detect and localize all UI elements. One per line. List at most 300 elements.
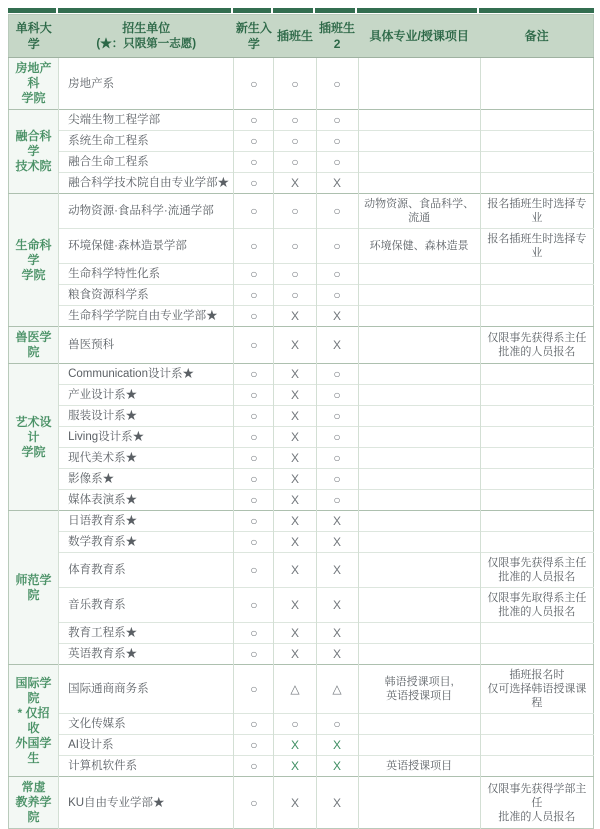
note-cell [480, 427, 593, 448]
triangle-icon: △ [290, 682, 300, 696]
unit-cell [59, 264, 234, 285]
cross-icon: X [290, 514, 299, 528]
mark-cell [234, 173, 274, 194]
unit-name: Communication设计系★ [68, 368, 194, 380]
note-line: 仅限事先获得学部主任 [487, 782, 587, 809]
mark-cell [316, 756, 358, 777]
unit-name: 兽医预科 [68, 339, 115, 351]
mark-cell [234, 285, 274, 306]
note-cell [480, 229, 593, 264]
college-cell [9, 777, 59, 829]
column-header-label: 备注 [524, 29, 549, 43]
program-cell [358, 714, 480, 735]
mark-cell [316, 327, 358, 364]
note-cell [480, 327, 593, 364]
cross-icon: X [290, 598, 299, 612]
table-row [9, 588, 594, 623]
mark-cell [234, 110, 274, 131]
circle-icon: ○ [291, 717, 299, 731]
table-row [9, 264, 594, 285]
college-name-line: 兽医学院 [15, 330, 52, 359]
note-cell [480, 735, 593, 756]
college-name-line: 学院 [21, 267, 46, 282]
column-header-program [358, 15, 480, 58]
mark-cell [234, 777, 274, 829]
circle-icon: ○ [250, 472, 258, 486]
mark-cell [316, 469, 358, 490]
circle-icon: ○ [291, 134, 299, 148]
mark-cell [234, 714, 274, 735]
unit-name: KU自由专业学部★ [68, 796, 165, 809]
table-row [9, 229, 594, 264]
circle-icon: ○ [333, 367, 341, 381]
unit-cell [59, 553, 234, 588]
mark-cell [316, 110, 358, 131]
mark-cell [316, 511, 358, 532]
mark-cell [274, 644, 316, 665]
table-row [9, 406, 594, 427]
note-line: 仅限事先取得系主任 [487, 592, 587, 604]
mark-cell [274, 714, 316, 735]
note-cell [480, 511, 593, 532]
cross-icon: X [290, 309, 299, 323]
cross-icon: X [333, 738, 342, 752]
table-header [9, 15, 594, 58]
unit-cell [59, 623, 234, 644]
college-cell [9, 58, 59, 110]
column-header-transfer2 [316, 15, 358, 58]
program-cell [358, 194, 480, 229]
triangle-icon: △ [332, 682, 342, 696]
program-cell [358, 152, 480, 173]
college-cell [9, 665, 59, 777]
circle-icon: ○ [333, 472, 341, 486]
mark-cell [274, 58, 316, 110]
note-cell [480, 173, 593, 194]
column-header-label: 新生入学 [235, 21, 272, 51]
unit-cell [59, 532, 234, 553]
mark-cell [316, 385, 358, 406]
program-cell [358, 777, 480, 829]
program-cell [358, 306, 480, 327]
cross-icon: X [290, 451, 299, 465]
mark-cell [316, 623, 358, 644]
column-header-subnote: (★：只限第一志愿) [96, 38, 197, 50]
table-row [9, 110, 594, 131]
unit-name: 日语教育系★ [68, 515, 138, 527]
table-row [9, 364, 594, 385]
circle-icon: ○ [250, 647, 258, 661]
mark-cell [234, 469, 274, 490]
unit-name: 生命科学学院自由专业学部★ [68, 310, 218, 322]
table-row [9, 385, 594, 406]
unit-name: 体育教育系 [68, 564, 126, 576]
note-line: 仅可选择韩语授课课程 [487, 683, 587, 709]
circle-icon: ○ [250, 795, 258, 810]
mark-cell [234, 58, 274, 110]
unit-cell [59, 327, 234, 364]
mark-cell [274, 327, 316, 364]
cross-icon: X [333, 338, 342, 352]
program-cell [358, 532, 480, 553]
circle-icon: ○ [250, 239, 258, 253]
cross-icon: X [290, 795, 299, 810]
mark-cell [234, 644, 274, 665]
unit-cell [59, 469, 234, 490]
cross-icon: X [333, 563, 342, 577]
column-header-label: 单科大学 [15, 21, 52, 51]
circle-icon: ○ [250, 738, 258, 752]
circle-icon: ○ [250, 514, 258, 528]
college-name-line: 融合科学 [15, 129, 52, 158]
unit-cell [59, 110, 234, 131]
program-cell [358, 588, 480, 623]
note-cell [480, 406, 593, 427]
unit-name: 数学教育系★ [68, 536, 138, 548]
note-cell [480, 306, 593, 327]
unit-name: 媒体表演系★ [68, 494, 138, 506]
circle-icon: ○ [250, 113, 258, 127]
note-cell [480, 644, 593, 665]
cross-icon: X [290, 367, 299, 381]
note-cell [480, 110, 593, 131]
mark-cell [274, 588, 316, 623]
program-line: 动物资源、食品科学、 [364, 198, 475, 210]
circle-icon: ○ [291, 267, 299, 281]
unit-name: 计算机软件系 [68, 760, 138, 772]
circle-icon: ○ [333, 717, 341, 731]
note-line: 批准的人员报名 [498, 346, 576, 358]
program-cell [358, 553, 480, 588]
college-name-line: 学院 [21, 444, 46, 459]
program-cell [358, 735, 480, 756]
note-cell [480, 448, 593, 469]
circle-icon: ○ [250, 626, 258, 640]
unit-name: 国际通商商务系 [68, 683, 149, 695]
mark-cell [234, 364, 274, 385]
mark-cell [316, 427, 358, 448]
mark-cell [234, 152, 274, 173]
unit-cell [59, 364, 234, 385]
mark-cell [274, 756, 316, 777]
college-cell [9, 194, 59, 327]
mark-cell [316, 777, 358, 829]
mark-cell [234, 385, 274, 406]
mark-cell [234, 735, 274, 756]
unit-name: 融合科学技术院自由专业学部★ [68, 177, 230, 189]
note-cell [480, 469, 593, 490]
note-cell [480, 285, 593, 306]
table-row [9, 511, 594, 532]
program-cell [358, 644, 480, 665]
mark-cell [234, 553, 274, 588]
unit-cell [59, 229, 234, 264]
accent-segment [357, 8, 479, 13]
cross-icon: X [333, 759, 342, 773]
cross-icon: X [290, 430, 299, 444]
cross-icon: X [333, 309, 342, 323]
cross-icon: X [290, 626, 299, 640]
unit-cell [59, 285, 234, 306]
note-line: 插班报名时 [509, 669, 565, 681]
cross-icon: X [290, 563, 299, 577]
note-cell [480, 152, 593, 173]
cross-icon: X [333, 514, 342, 528]
cross-icon: X [333, 176, 342, 190]
cross-icon: X [290, 759, 299, 773]
cross-icon: X [290, 338, 299, 352]
cross-icon: X [333, 795, 342, 810]
program-cell [358, 264, 480, 285]
unit-name: 环境保健·森林造景学部 [68, 240, 187, 252]
college-name-line: 技术院 [15, 159, 52, 173]
note-cell [480, 665, 593, 714]
mark-cell [316, 490, 358, 511]
unit-cell [59, 756, 234, 777]
mark-cell [316, 553, 358, 588]
unit-name: 粮食资源科学系 [68, 289, 149, 301]
mark-cell [274, 173, 316, 194]
circle-icon: ○ [250, 388, 258, 402]
note-cell [480, 777, 593, 829]
program-line: 韩语授课项目, [384, 676, 454, 688]
mark-cell [234, 448, 274, 469]
mark-cell [234, 131, 274, 152]
note-line: 仅限事先获得系主任 [487, 557, 587, 569]
circle-icon: ○ [291, 239, 299, 253]
admissions-table [8, 14, 594, 829]
column-header-label: 插班生 [276, 29, 313, 43]
unit-name: Living设计系★ [68, 431, 145, 443]
unit-cell [59, 173, 234, 194]
accent-segment [479, 8, 594, 13]
table-row [9, 469, 594, 490]
mark-cell [274, 511, 316, 532]
circle-icon: ○ [250, 367, 258, 381]
mark-cell [274, 448, 316, 469]
note-line: 报名插班生时选择专业 [487, 198, 587, 224]
circle-icon: ○ [291, 155, 299, 169]
unit-name: 影像系★ [68, 473, 115, 485]
circle-icon: ○ [250, 717, 258, 731]
table-row [9, 553, 594, 588]
table-row [9, 327, 594, 364]
column-header-college [9, 15, 59, 58]
cross-icon: X [290, 738, 299, 752]
program-line: 英语授课项目 [386, 760, 453, 772]
table-row [9, 427, 594, 448]
note-cell [480, 532, 593, 553]
mark-cell [274, 427, 316, 448]
accent-segment [8, 8, 58, 13]
table-row [9, 285, 594, 306]
mark-cell [234, 406, 274, 427]
table-row [9, 194, 594, 229]
mark-cell [316, 229, 358, 264]
table-row [9, 173, 594, 194]
circle-icon: ○ [333, 409, 341, 423]
circle-icon: ○ [250, 493, 258, 507]
mark-cell [274, 469, 316, 490]
unit-name: 现代美术系★ [68, 452, 138, 464]
circle-icon: ○ [250, 134, 258, 148]
unit-name: 动物资源·食品科学·流通学部 [68, 205, 214, 217]
program-cell [358, 756, 480, 777]
mark-cell [234, 490, 274, 511]
unit-name: 生命科学特性化系 [68, 268, 161, 280]
circle-icon: ○ [291, 113, 299, 127]
cross-icon: X [290, 472, 299, 486]
circle-icon: ○ [291, 76, 299, 91]
circle-icon: ○ [250, 409, 258, 423]
unit-cell [59, 490, 234, 511]
table-row [9, 756, 594, 777]
table-row [9, 735, 594, 756]
circle-icon: ○ [250, 535, 258, 549]
program-line: 环境保健、森林造景 [369, 240, 469, 252]
note-cell [480, 385, 593, 406]
accent-segment [58, 8, 233, 13]
program-cell [358, 131, 480, 152]
circle-icon: ○ [291, 288, 299, 302]
column-header-note [480, 15, 593, 58]
accent-segment [273, 8, 315, 13]
circle-icon: ○ [250, 267, 258, 281]
table-row [9, 58, 594, 110]
circle-icon: ○ [291, 204, 299, 218]
mark-cell [274, 406, 316, 427]
unit-cell [59, 152, 234, 173]
mark-cell [316, 665, 358, 714]
circle-icon: ○ [333, 239, 341, 253]
accent-segment [315, 8, 357, 13]
circle-icon: ○ [333, 134, 341, 148]
cross-icon: X [290, 535, 299, 549]
unit-cell [59, 735, 234, 756]
table-row [9, 665, 594, 714]
table-row [9, 152, 594, 173]
note-line: 批准的人员报名 [498, 810, 576, 823]
table-row [9, 306, 594, 327]
program-line: 英语授课项目 [386, 690, 453, 702]
program-cell [358, 58, 480, 110]
program-cell [358, 110, 480, 131]
cross-icon: X [290, 388, 299, 402]
college-name-line: 生命科学 [15, 237, 52, 267]
cross-icon: X [333, 626, 342, 640]
mark-cell [234, 427, 274, 448]
column-header-label: 具体专业/授课项目 [369, 29, 469, 43]
note-cell [480, 131, 593, 152]
circle-icon: ○ [250, 309, 258, 323]
mark-cell [316, 532, 358, 553]
mark-cell [316, 406, 358, 427]
unit-cell [59, 448, 234, 469]
circle-icon: ○ [250, 338, 258, 352]
program-cell [358, 448, 480, 469]
mark-cell [274, 665, 316, 714]
note-cell [480, 264, 593, 285]
circle-icon: ○ [333, 493, 341, 507]
program-cell [358, 327, 480, 364]
circle-icon: ○ [333, 430, 341, 444]
unit-cell [59, 588, 234, 623]
circle-icon: ○ [250, 430, 258, 444]
mark-cell [316, 173, 358, 194]
mark-cell [234, 588, 274, 623]
column-header-new [234, 15, 274, 58]
mark-cell [316, 735, 358, 756]
circle-icon: ○ [250, 76, 258, 91]
circle-icon: ○ [250, 204, 258, 218]
mark-cell [274, 364, 316, 385]
unit-name: 融合生命工程系 [68, 156, 149, 168]
unit-cell [59, 385, 234, 406]
circle-icon: ○ [250, 563, 258, 577]
mark-cell [274, 110, 316, 131]
note-line: 批准的人员报名 [498, 606, 576, 618]
unit-name: AI设计系 [68, 739, 114, 751]
unit-name: 音乐教育系 [68, 599, 126, 611]
mark-cell [274, 194, 316, 229]
unit-cell [59, 777, 234, 829]
column-header-transfer [274, 15, 316, 58]
mark-cell [234, 532, 274, 553]
college-cell [9, 110, 59, 194]
college-cell [9, 327, 59, 364]
circle-icon: ○ [333, 204, 341, 218]
table-top-accent-bar [8, 8, 594, 13]
program-cell [358, 173, 480, 194]
mark-cell [234, 229, 274, 264]
unit-name: 文化传媒系 [68, 718, 126, 730]
mark-cell [234, 623, 274, 644]
college-cell [9, 511, 59, 665]
note-cell [480, 588, 593, 623]
mark-cell [316, 714, 358, 735]
unit-cell [59, 714, 234, 735]
circle-icon: ○ [250, 759, 258, 773]
mark-cell [274, 777, 316, 829]
unit-cell [59, 58, 234, 110]
circle-icon: ○ [250, 176, 258, 190]
mark-cell [316, 194, 358, 229]
program-cell [358, 511, 480, 532]
table-row [9, 623, 594, 644]
program-cell [358, 229, 480, 264]
note-cell [480, 623, 593, 644]
college-name-line: * 仅招收 [17, 705, 50, 735]
circle-icon: ○ [333, 113, 341, 127]
mark-cell [234, 756, 274, 777]
unit-name: 系统生命工程系 [68, 135, 149, 147]
cross-icon: X [290, 409, 299, 423]
mark-cell [274, 152, 316, 173]
unit-cell [59, 406, 234, 427]
college-cell [9, 364, 59, 511]
note-line: 仅限事先获得系主任 [487, 332, 587, 344]
mark-cell [316, 285, 358, 306]
mark-cell [234, 327, 274, 364]
college-name-line: 常虚 [21, 780, 46, 794]
column-header-label: 插班生2 [319, 21, 356, 51]
circle-icon: ○ [250, 451, 258, 465]
header-row [9, 15, 594, 58]
unit-cell [59, 131, 234, 152]
mark-cell [316, 448, 358, 469]
note-cell [480, 194, 593, 229]
program-cell [358, 285, 480, 306]
